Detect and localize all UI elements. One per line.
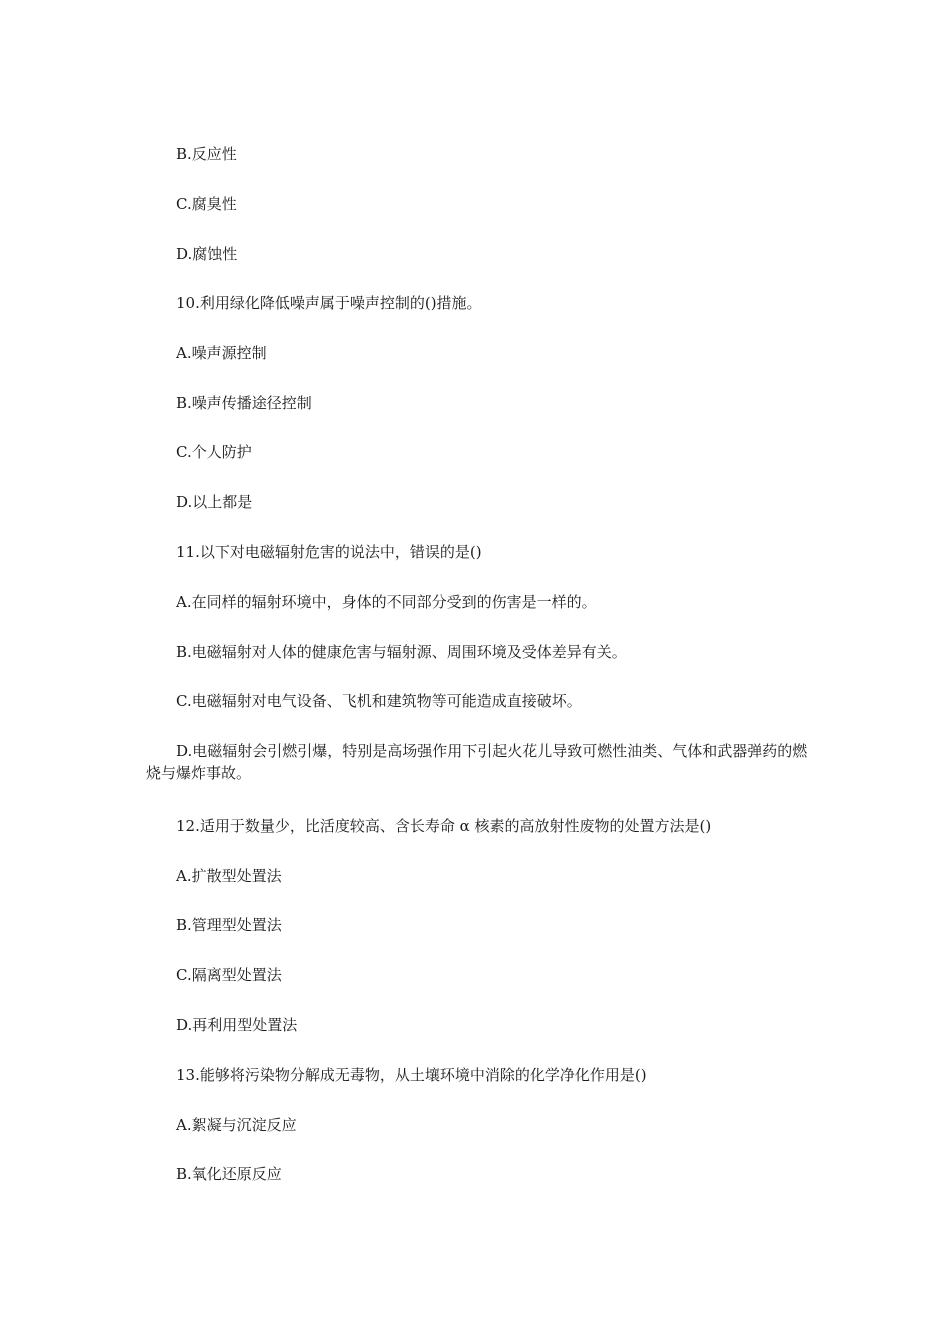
- option-12b: B.管理型处置法: [176, 916, 282, 934]
- option-11a: A.在同样的辐射环境中，身体的不同部分受到的伤害是一样的。: [176, 593, 597, 611]
- question-12: 12.适用于数量少，比活度较高、含长寿命 α 核素的高放射性废物的处置方法是(): [176, 817, 712, 835]
- option-10b: B.噪声传播途径控制: [176, 394, 312, 412]
- option-10d: D.以上都是: [176, 493, 253, 511]
- option-11c: C.电磁辐射对电气设备、飞机和建筑物等可能造成直接破坏。: [176, 692, 582, 710]
- option-10a: A.噪声源控制: [176, 344, 267, 362]
- question-13: 13.能够将污染物分解成无毒物，从土壤环境中消除的化学净化作用是(): [176, 1066, 647, 1084]
- option-12c: C.隔离型处置法: [176, 966, 282, 984]
- option-9c: C.腐臭性: [176, 195, 237, 213]
- option-12a: A.扩散型处置法: [176, 867, 282, 885]
- option-9b: B.反应性: [176, 145, 237, 163]
- option-13b: B.氧化还原反应: [176, 1165, 282, 1183]
- question-10: 10.利用绿化降低噪声属于噪声控制的()措施。: [176, 294, 482, 312]
- option-11d: D.电磁辐射会引燃引爆，特别是高场强作用下引起火花儿导致可燃性油类、气体和武器弹药的燃烧与爆炸事故。: [146, 742, 808, 782]
- option-11b: B.电磁辐射对人体的健康危害与辐射源、周围环境及受体差异有关。: [176, 643, 627, 661]
- question-11: 11.以下对电磁辐射危害的说法中，错误的是(): [176, 543, 482, 561]
- option-12d: D.再利用型处置法: [176, 1016, 298, 1034]
- option-13a: A.絮凝与沉淀反应: [176, 1116, 297, 1134]
- option-10c: C.个人防护: [176, 443, 252, 461]
- option-9d: D.腐蚀性: [176, 245, 238, 263]
